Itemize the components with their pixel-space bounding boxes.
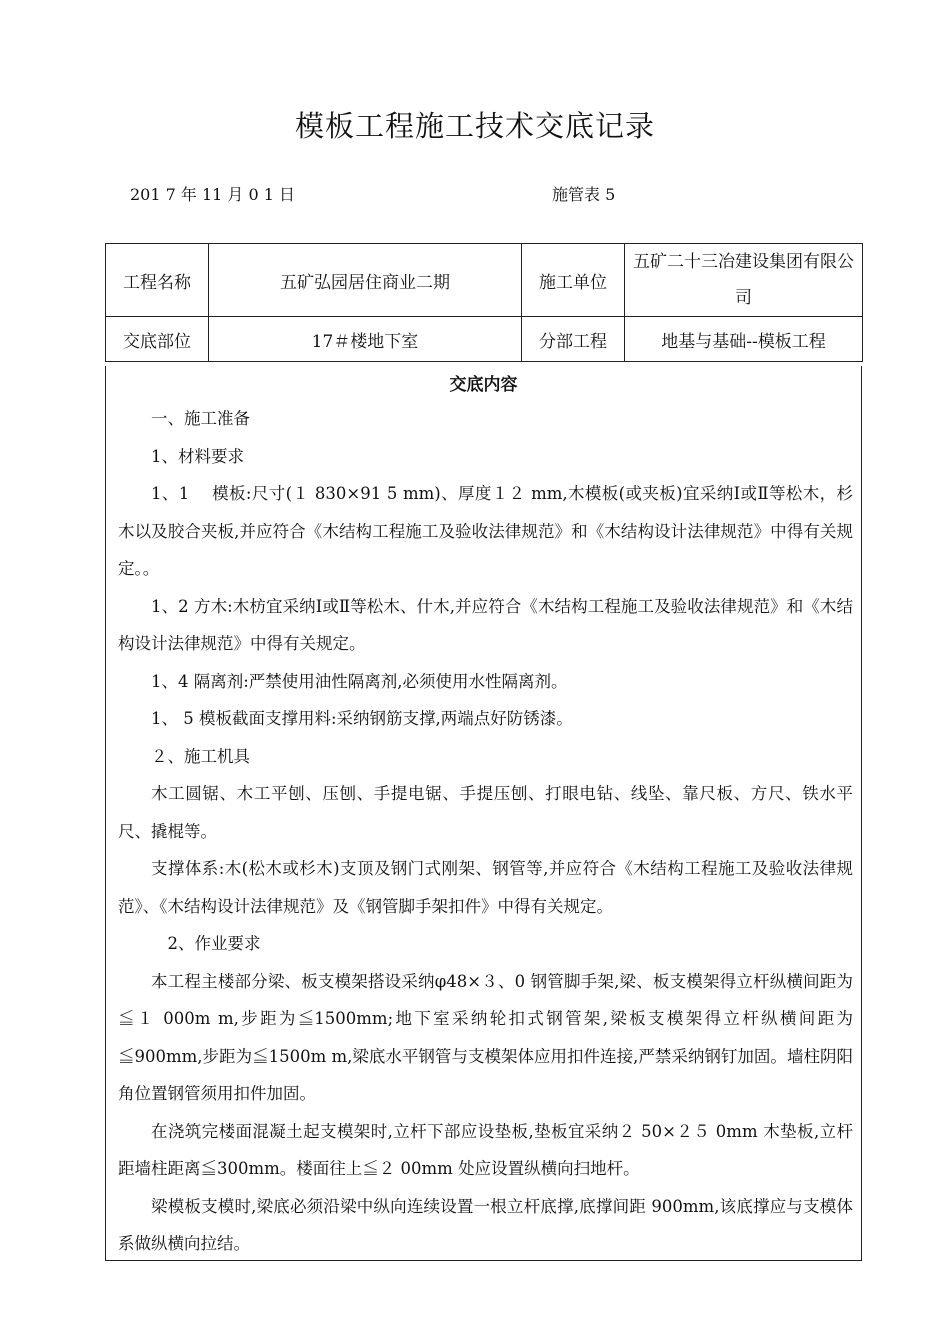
content-heading: 交底内容	[449, 375, 518, 395]
form-number: 施管表 5	[552, 185, 616, 204]
info-row-location	[106, 317, 863, 362]
info-table	[105, 243, 863, 362]
location-label: 交底部位	[106, 317, 209, 362]
document-title: 模板工程施工技术交底记录	[294, 109, 655, 143]
sub-project-label: 分部工程	[522, 317, 625, 362]
section-heading: 一、施工准备	[151, 409, 250, 428]
content-body	[118, 400, 853, 1263]
location-value: 17＃楼地下室	[209, 317, 522, 362]
paragraph: 支撑体系:木(松木或杉木)支顶及钢门式刚架、钢管等,并应符合《木结构工程施工及验收法律规范》、《木结构设计法律规范》及《钢管脚手架扣件》中得有关规定。	[118, 859, 853, 916]
construction-unit-value: 五矿二十三冶建设集团有限公司	[625, 244, 863, 317]
construction-unit-label: 施工单位	[522, 244, 625, 317]
content-box	[105, 366, 862, 1261]
paragraph: 1、4 隔离剂:严禁使用油性隔离剂,必须使用水性隔离剂。	[151, 671, 568, 691]
paragraph: 1、1 模板:尺寸(１ 830×91 5 mm)、厚度１２ mm,木模板(或夹板)宜采纳Ⅰ或Ⅱ等松木，杉木以及胶合夹板,并应符合《木结构工程施工及验收法律规范》和《木结构设计法律规范》中得有关规定。。	[118, 484, 853, 578]
subsection-heading: 2、作业要求	[167, 934, 261, 953]
sub-project-value: 地基与基础--模板工程	[625, 317, 863, 362]
subsection-heading: 1、材料要求	[151, 446, 244, 466]
paragraph: 1、 5 模板截面支撑用料:采纳钢筋支撑,两端点好防锈漆。	[151, 709, 573, 728]
subsection-heading: ２、施工机具	[151, 746, 250, 766]
project-name-label: 工程名称	[106, 244, 209, 317]
paragraph: 1、2 方木:木枋宜采纳Ⅰ或Ⅱ等松木、什木,并应符合《木结构工程施工及验收法律规范》和《木结构设计法律规范》中得有关规定。	[118, 596, 853, 653]
paragraph: 梁模板支模时,梁底必须沿梁中纵向连续设置一根立杆底撑,底撑间距 900mm,该底撑应与支模体系做纵横向拉结。	[118, 1196, 853, 1253]
document-date: 201 7 年 11 月 0 1 日	[130, 185, 296, 204]
paragraph: 在浇筑完楼面混凝土起支模架时,立杆下部应设垫板,垫板宜采纳２ 50×２５ 0mm 木垫板,立杆距墙柱距离≦300mm。楼面往上≦２ 00mm 处应设置纵横向扫地杆。	[118, 1121, 853, 1178]
project-name-value: 五矿弘园居住商业二期	[209, 244, 522, 317]
info-row-project	[106, 244, 863, 317]
paragraph: 木工圆锯、木工平刨、压刨、手提电锯、手提压刨、打眼电钻、线坠、靠尺板、方尺、铁水平尺、撬棍等。	[118, 784, 853, 841]
paragraph: 本工程主楼部分梁、板支模架搭设采纳φ48×３、0 钢管脚手架,梁、板支模架得立杆纵横间距为≦１ 000m m,步距为≦1500mm;地下室采纳轮扣式钢管架,梁板支模架得立杆纵横间距为≦900mm,步距为≦1500m m,梁底水平钢管与支模架体应用扣件连接,严禁采纳钢钉加固。墙柱阴阳角位置钢管须用扣件加固。	[118, 971, 853, 1103]
